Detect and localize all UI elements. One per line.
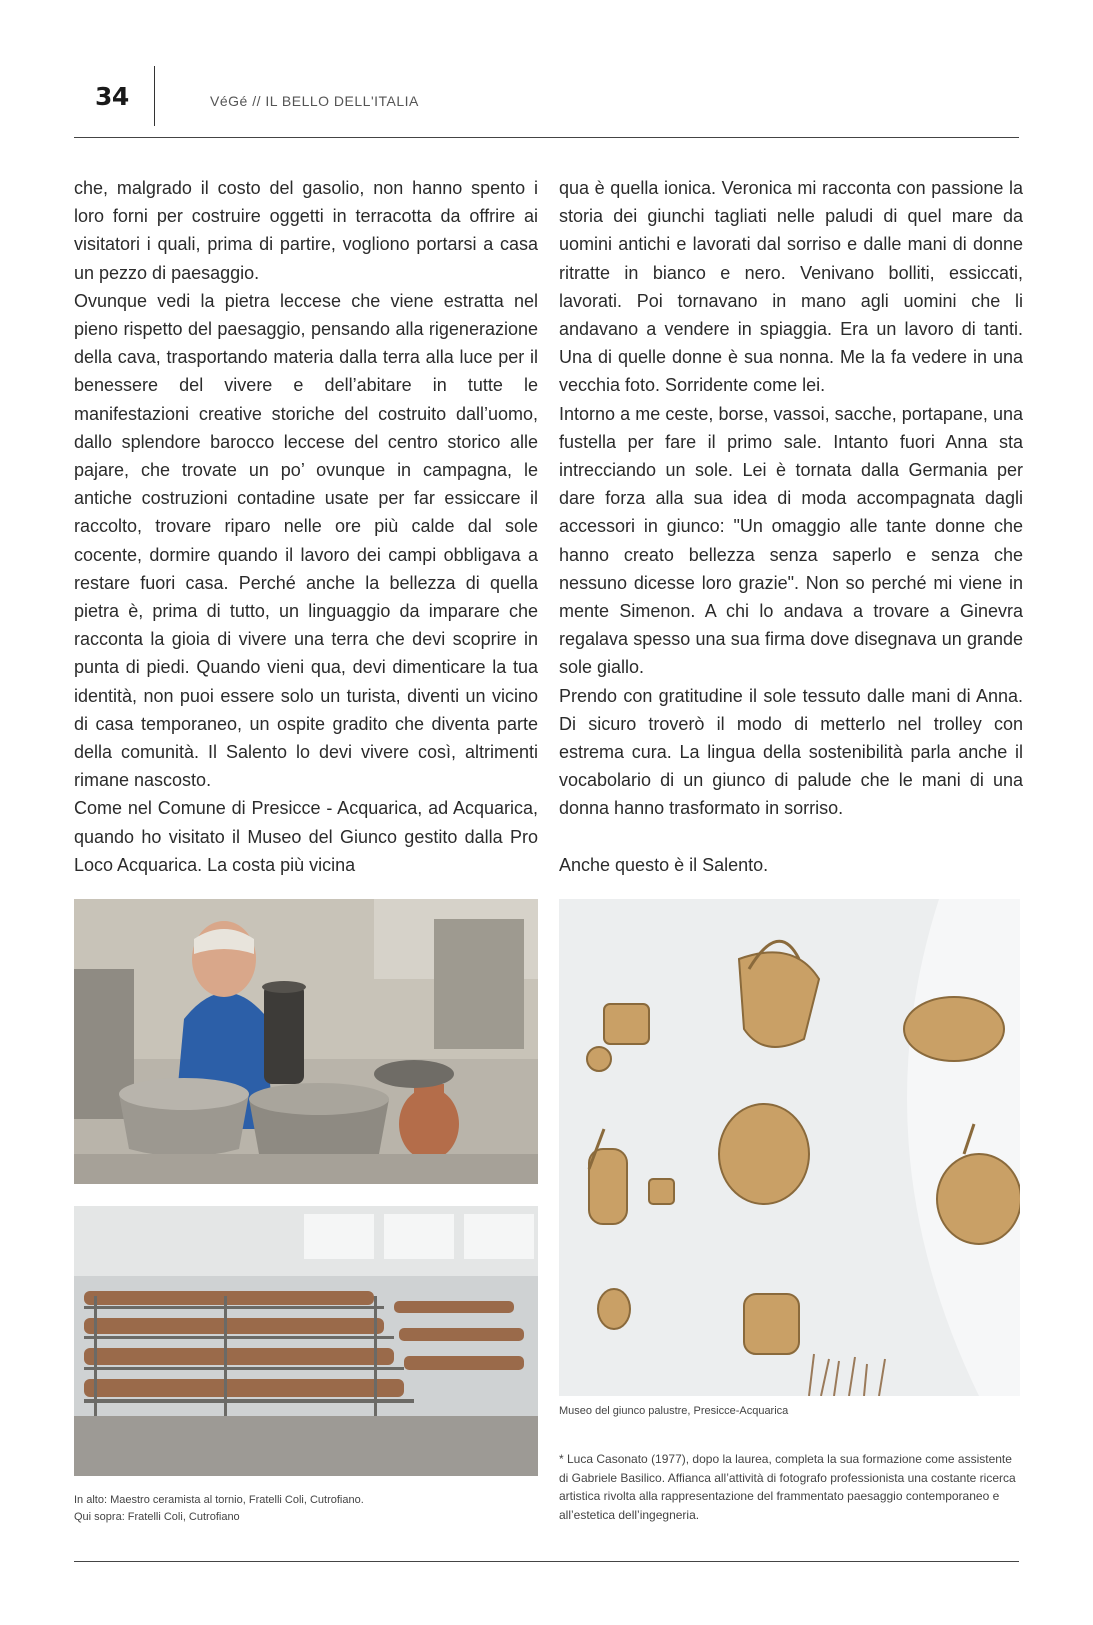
paragraph: qua è quella ionica. Veronica mi racconta con passione la storia dei giunchi tagliati nelle paludi di quel mare da uomini antichi e lavorati dal sorriso e dalle mani di donne ritratte in bianco e nero. Venivano bolliti, essiccati, lavorati. Poi tornavano in mano agli uomini che li andavano a vendere in spiaggia. Era un lavoro di tanti. Una di quelle donne è sua nonna. Me la fa vedere in una vecchia foto. Sorridente come lei. <box>559 178 1023 396</box>
paragraph: Come nel Comune di Presicce - Acquarica, ad Acquarica, quando ho visitato il Museo del Giunco gestito dalla Pro Loco Acquarica. La costa più vicina <box>74 798 538 875</box>
paragraph-gap <box>559 823 1023 851</box>
bottom-rule <box>74 1561 1019 1562</box>
left-text-column <box>74 174 538 879</box>
caption-line: In alto: Maestro ceramista al tornio, Fratelli Coli, Cutrofiano. <box>74 1494 364 1506</box>
caption-factory <box>74 1492 538 1526</box>
caption-line: Qui sopra: Fratelli Coli, Cutrofiano <box>74 1511 240 1523</box>
paragraph: Prendo con gratitudine il sole tessuto dalle mani di Anna. Di sicuro troverò il modo di metterlo nel trolley con estrema cura. La lingua della sostenibilità parla anche il vocabolario di un giunco di palude che le mani di una donna hanno trasformato in sorriso. <box>559 685 1023 819</box>
right-text-column <box>559 174 1023 879</box>
header-separator <box>154 66 155 126</box>
page-number: 34 <box>95 82 129 111</box>
paragraph: che, malgrado il costo del gasolio, non hanno spento i loro forni per costruire oggetti in terracotta da offrire ai visitatori i quali, prima di partire, vogliono portarsi a casa un pezzo di paesaggio. <box>74 178 538 283</box>
photo-potter-at-wheel <box>74 899 538 1184</box>
photographer-bio: * Luca Casonato (1977), dopo la laurea, completa la sua formazione come assistente di Gabriele Basilico. Affianca all’attività di fotografo professionista una costante ricerca artistica rivolta alla rappresentazione del frammentato paesaggio contemporaneo e all’estetica dell’ingegneria. <box>559 1452 1016 1522</box>
caption-museum: Museo del giunco palustre, Presicce-Acquarica <box>559 1405 789 1417</box>
photo-museum-baskets <box>559 899 1020 1396</box>
closing-line: Anche questo è il Salento. <box>559 854 769 875</box>
paragraph: Intorno a me ceste, borse, vassoi, sacche, portapane, una fustella per fare il primo sale. Intanto fuori Anna sta intrecciando un sole. Lei è tornata dalla Germania per dare forza alla sua idea di moda accompagnata dagli accessori in giunco: "Un omaggio alle tante donne che hanno creato bellezza senza saperlo e senza che nessuno dicesse loro grazie". Non so perché mi viene in mente Simenon. A chi lo andava a trovare a Ginevra regalava spesso una sua firma dove disegnava un grande sole giallo. <box>559 403 1023 678</box>
top-rule <box>74 137 1019 138</box>
photo-factory-pots <box>74 1206 538 1476</box>
paragraph: Ovunque vedi la pietra leccese che viene estratta nel pieno rispetto del paesaggio, pensando alla rigenerazione della cava, trasportando materia dalla terra alla luce per il benessere del vivere e dell’abitare in tutte le manifestazioni creative storiche del costruito dall’uomo, dallo splendore barocco leccese del centro storico alle pajare, che trovate un po’ ovunque in campagna, le antiche costruzioni contadine usate per far essiccare il raccolto, trovare riparo nelle ore più calde dal sole cocente, dormire quando il lavoro dei campi obbligava a restare fuori casa. Perché anche la bellezza di quella pietra è, prima di tutto, un linguaggio da imparare che racconta la gioia di vivere una terra che devi scoprire in punta di piedi. Quando vieni qua, devi dimenticare la tua identità, non puoi essere solo un turista, diventi un vicino di casa temporaneo, un ospite gradito che diventa parte della comunità. Il Salento lo devi vivere così, altrimenti rimane nascosto. <box>74 290 538 791</box>
header-label: VéGé // IL BELLO DELL'ITALIA <box>210 93 419 109</box>
